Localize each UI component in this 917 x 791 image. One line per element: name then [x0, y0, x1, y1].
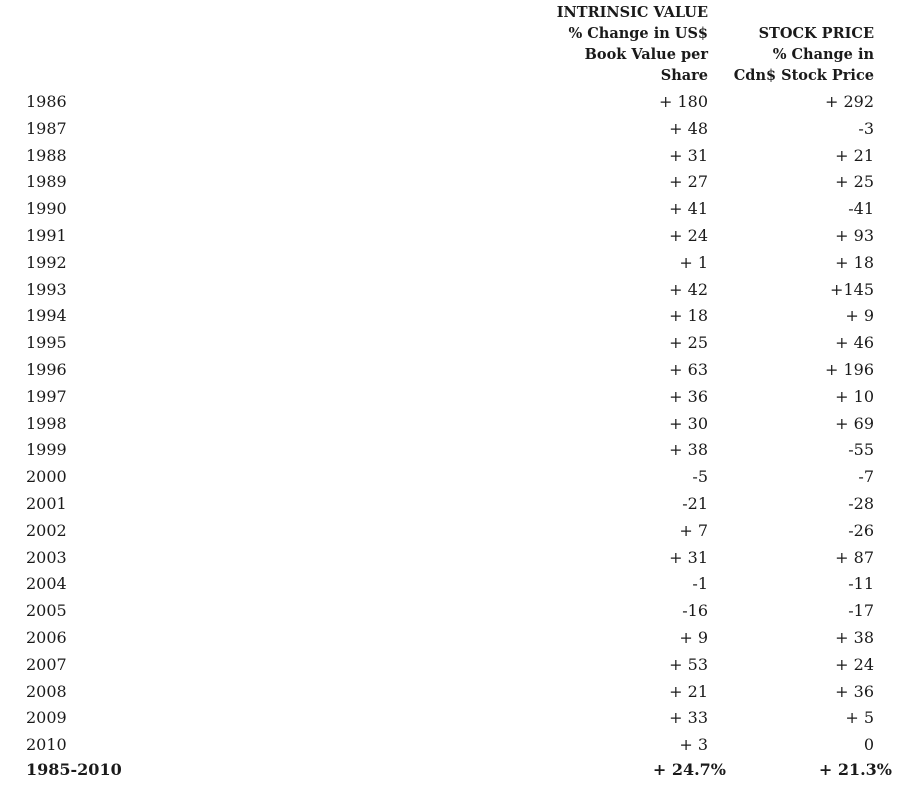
stock-price-header — [734, 23, 874, 86]
header-line: Cdn$ Stock Price — [733, 67, 874, 84]
table-row — [0, 679, 917, 706]
year-cell: 1992 — [26, 252, 67, 272]
book-value-cell: + 9 — [679, 627, 708, 647]
book-value-cell: + 36 — [669, 386, 708, 406]
year-cell: 2008 — [26, 681, 67, 701]
stock-price-cell: + 10 — [835, 386, 874, 406]
stock-price-cell: -28 — [848, 493, 874, 513]
stock-price-cell: + 18 — [835, 252, 874, 272]
year-cell: 2000 — [26, 467, 67, 487]
stock-price-cell: -11 — [848, 574, 874, 594]
book-value-cell: + 42 — [669, 279, 708, 299]
book-value-cell: + 48 — [669, 118, 708, 138]
book-value-cell: + 27 — [669, 172, 708, 192]
year-cell: 2003 — [26, 547, 67, 567]
table-row — [0, 464, 917, 491]
stock-price-cell: + 46 — [835, 333, 874, 353]
book-value-cell: + 33 — [669, 708, 708, 728]
total-row — [0, 759, 917, 785]
year-cell: 1997 — [26, 386, 67, 406]
stock-price-cell: + 25 — [835, 172, 874, 192]
table-row — [0, 250, 917, 277]
table-row — [0, 277, 917, 304]
header-line: INTRINSIC VALUE — [556, 4, 708, 21]
book-value-cell: + 1 — [679, 252, 708, 272]
book-value-cell: -16 — [682, 601, 708, 621]
header-line: STOCK PRICE — [758, 25, 874, 42]
table-row — [0, 116, 917, 143]
book-value-cell: + 30 — [669, 413, 708, 433]
table-row — [0, 196, 917, 223]
year-cell: 2004 — [26, 574, 67, 594]
book-value-cell: + 38 — [669, 440, 708, 460]
table-row — [0, 545, 917, 572]
table-row — [0, 223, 917, 250]
year-cell: 1987 — [26, 118, 67, 138]
stock-price-cell: -17 — [848, 601, 874, 621]
book-value-cell: + 31 — [669, 145, 708, 165]
stock-price-cell: + 292 — [824, 92, 874, 111]
book-value-cell: + 53 — [669, 654, 708, 674]
year-cell: 2005 — [26, 601, 67, 621]
total-label: 1985-2010 — [26, 760, 122, 779]
stock-price-cell: + 196 — [824, 359, 874, 379]
table-row — [0, 384, 917, 411]
stock-price-cell: + 87 — [835, 547, 874, 567]
stock-price-cell: + 38 — [835, 627, 874, 647]
stock-price-cell: + 24 — [835, 654, 874, 674]
header-line: % Change in US$ — [568, 25, 708, 42]
book-value-cell: + 25 — [669, 333, 708, 353]
stock-price-cell: -26 — [848, 520, 874, 540]
year-cell: 2002 — [26, 520, 67, 540]
year-cell: 2010 — [26, 735, 67, 755]
total-book-value: + 24.7% — [652, 760, 726, 779]
book-value-cell: + 180 — [658, 92, 708, 111]
book-value-cell: + 3 — [679, 735, 708, 755]
stock-price-cell: + 36 — [835, 681, 874, 701]
book-value-cell: + 63 — [669, 359, 708, 379]
table-row — [0, 652, 917, 679]
stock-price-cell: +145 — [830, 279, 874, 299]
book-value-cell: + 18 — [669, 306, 708, 326]
intrinsic-value-header — [557, 2, 708, 86]
stock-price-cell: -7 — [858, 467, 874, 487]
year-cell: 1994 — [26, 306, 67, 326]
total-stock-price: + 21.3% — [818, 760, 892, 779]
stock-price-cell: -41 — [848, 199, 874, 219]
stock-price-cell: + 9 — [845, 306, 874, 326]
book-value-cell: + 24 — [669, 225, 708, 245]
stock-price-cell: + 69 — [835, 413, 874, 433]
book-value-cell: -5 — [692, 467, 708, 487]
year-cell: 1989 — [26, 172, 67, 192]
header-line: Book Value per — [584, 46, 708, 63]
book-value-cell: + 41 — [669, 199, 708, 219]
year-cell: 1998 — [26, 413, 67, 433]
table-row — [0, 143, 917, 170]
table-row — [0, 437, 917, 464]
book-value-cell: -1 — [692, 574, 708, 594]
year-cell: 2001 — [26, 493, 67, 513]
table-row — [0, 518, 917, 545]
year-cell: 1988 — [26, 145, 67, 165]
stock-price-cell: + 93 — [835, 225, 874, 245]
stock-price-cell: + 21 — [835, 145, 874, 165]
year-cell: 1991 — [26, 225, 67, 245]
year-cell: 1996 — [26, 359, 67, 379]
stock-price-cell: -55 — [848, 440, 874, 460]
year-cell: 2009 — [26, 708, 67, 728]
table-body — [0, 89, 917, 759]
book-value-cell: -21 — [682, 493, 708, 513]
table-row — [0, 357, 917, 384]
table-row — [0, 625, 917, 652]
table-row — [0, 411, 917, 438]
stock-price-cell: -3 — [858, 118, 874, 138]
book-value-cell: + 31 — [669, 547, 708, 567]
book-value-cell: + 7 — [679, 520, 708, 540]
stock-price-cell: + 5 — [845, 708, 874, 728]
year-cell: 1995 — [26, 333, 67, 353]
table-row — [0, 491, 917, 518]
table-row — [0, 732, 917, 759]
header-line: Share — [660, 67, 708, 84]
table-row — [0, 330, 917, 357]
year-cell: 1999 — [26, 440, 67, 460]
stock-price-cell: 0 — [863, 735, 874, 755]
header-line: % Change in — [772, 46, 874, 63]
year-cell: 2007 — [26, 654, 67, 674]
year-cell: 1986 — [26, 92, 67, 111]
table-row — [0, 303, 917, 330]
table-row — [0, 169, 917, 196]
table-row — [0, 598, 917, 625]
table-row — [0, 571, 917, 598]
year-cell: 2006 — [26, 627, 67, 647]
year-cell: 1993 — [26, 279, 67, 299]
book-value-cell: + 21 — [669, 681, 708, 701]
table-row — [0, 705, 917, 732]
year-cell: 1990 — [26, 199, 67, 219]
table-row — [0, 89, 917, 116]
